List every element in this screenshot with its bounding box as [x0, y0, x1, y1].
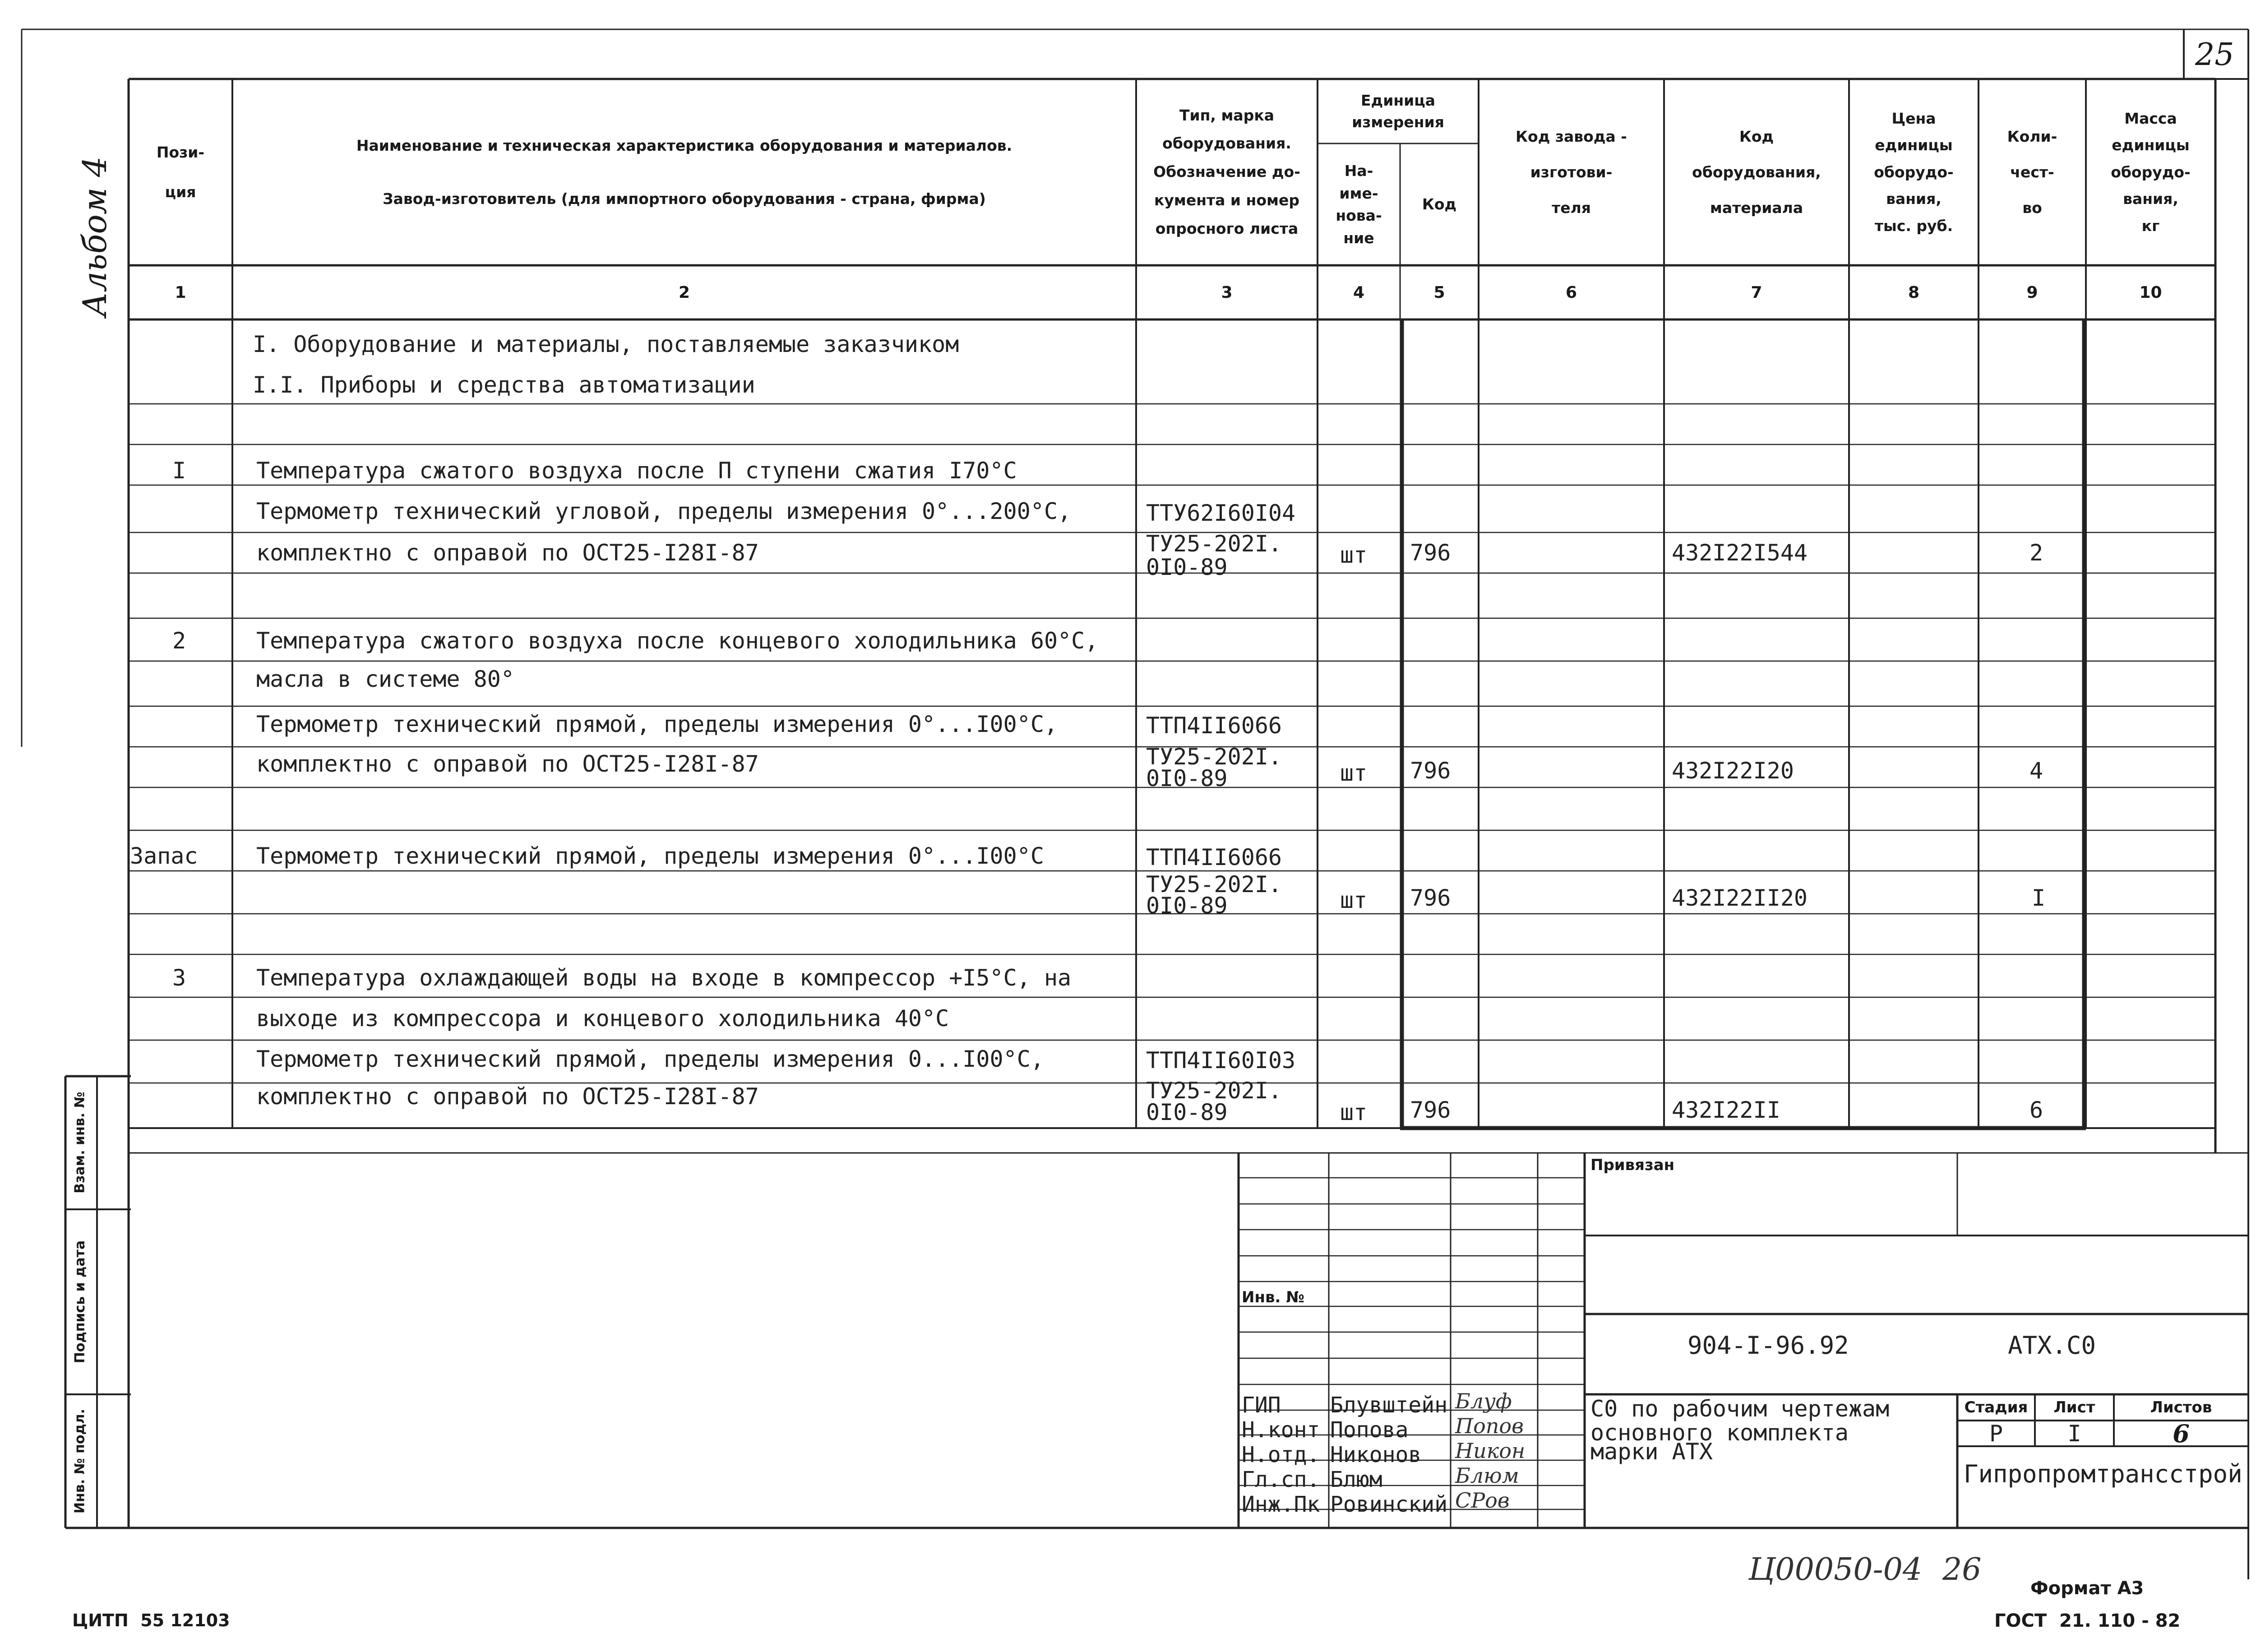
- table-row-code: 796: [1410, 885, 1451, 911]
- header-col6: Код завода - изготови- теля: [1516, 127, 1627, 217]
- table-row-unit: шт: [1340, 760, 1368, 786]
- table-row-type: ТУ25-202I.: [1146, 744, 1282, 770]
- table-row-name: Термометр технический угловой, пределы измерения 0°...200°C,: [256, 498, 1072, 524]
- signer-role: Н.конт: [1242, 1417, 1320, 1443]
- table-row-equip-code: 432I22I20: [1672, 758, 1794, 784]
- signer-signature: Блюм: [1455, 1463, 1519, 1488]
- table-row-qty: 6: [2029, 1097, 2043, 1123]
- table-row-unit: шт: [1340, 887, 1368, 913]
- table-row-type: ТТУ62I60I04: [1146, 500, 1296, 526]
- organization: Гипропромтрансстрой: [1964, 1460, 2242, 1488]
- list-value: I: [2067, 1420, 2081, 1447]
- col-number: 2: [678, 283, 690, 302]
- table-row-type-cont: 0I0-89: [1146, 765, 1228, 791]
- col-number: 5: [1433, 283, 1445, 302]
- header-col9: Коли- чест- во: [2007, 127, 2057, 217]
- col-number: 6: [1565, 283, 1577, 302]
- table-row-type-cont: 0I0-89: [1146, 554, 1228, 580]
- table-row-name: Термометр технический прямой, пределы измерения 0°...I00°C,: [256, 711, 1058, 737]
- handwritten-page-number: 26: [1942, 1552, 1982, 1587]
- table-row-name: Температура охлаждающей воды на входе в компрессор +I5°C, на: [256, 965, 1072, 991]
- table-row-type: ТУ25-202I.: [1146, 871, 1282, 898]
- format-label: Формат А3: [2030, 1578, 2144, 1599]
- listov-label: Листов: [2150, 1398, 2212, 1416]
- table-row-name: I. Оборудование и материалы, поставляемые заказчиком: [253, 331, 959, 357]
- table-row-code: 796: [1410, 758, 1451, 784]
- table-row-name: выходе из компрессора и концевого холодильника 40°C: [256, 1005, 949, 1032]
- gost-standard: ГОСТ 21. 110 - 82: [1994, 1610, 2181, 1631]
- signer-role: Инж.Пк: [1242, 1492, 1320, 1517]
- table-row-equip-code: 432I22I544: [1672, 540, 1808, 566]
- title-line-1: С0 по рабочим чертежам: [1590, 1396, 1890, 1422]
- header-col8: Цена единицы оборудо- вания, тыс. руб.: [1874, 110, 1954, 235]
- table-row-type: ТТП4II60I03: [1146, 1047, 1296, 1074]
- signer-signature: Никон: [1455, 1439, 1526, 1463]
- col-number: 1: [175, 283, 186, 302]
- table-row-name: комплектно с оправой по ОСТ25-I28I-87: [256, 751, 759, 777]
- inv-no-label: Инв. №: [1242, 1288, 1305, 1306]
- signer-name: Попова: [1330, 1417, 1409, 1443]
- signer-signature: Блуф: [1455, 1389, 1512, 1413]
- header-col5: Код: [1422, 195, 1457, 213]
- header-col3: Тип, марка оборудования. Обозначение до- кумента и номер опросного листа: [1153, 106, 1300, 237]
- handwritten-order-number: Ц00050-04: [1748, 1552, 1923, 1587]
- col-number: 7: [1751, 283, 1762, 302]
- table-row-type: ТТП4II6066: [1146, 713, 1282, 739]
- table-row-code: 796: [1410, 540, 1451, 566]
- table-row-type: ТУ25-202I.: [1146, 1078, 1282, 1104]
- designation: 904-I-96.92: [1687, 1331, 1849, 1360]
- table-row-name: комплектно с оправой по ОСТ25-I28I-87: [256, 1083, 759, 1110]
- header-col4: На- име- нова- ние: [1336, 162, 1382, 247]
- table-row-name: масла в системе 80°: [256, 666, 514, 692]
- side-stamp-inv-podl: Инв. № подл.: [72, 1408, 88, 1514]
- title-line-2: основного комплекта: [1590, 1420, 1849, 1446]
- signer-signature: Попов: [1455, 1414, 1524, 1438]
- table-row-code: 796: [1410, 1097, 1451, 1123]
- signer-name: Блюм: [1330, 1467, 1382, 1492]
- signer-name: Никонов: [1330, 1442, 1422, 1467]
- table-row-name: Термометр технический прямой, пределы измерения 0°...I00°C: [256, 843, 1044, 869]
- list-label: Лист: [2053, 1398, 2095, 1416]
- signer-signature: СРов: [1455, 1488, 1510, 1513]
- side-stamp-podpis-data: Подпись и дата: [72, 1240, 88, 1364]
- col-number: 8: [1908, 283, 1920, 302]
- col-number: 3: [1221, 283, 1233, 302]
- header-col1: Пози- ция: [156, 143, 205, 201]
- table-row-qty: I: [2032, 885, 2046, 911]
- table-row-type: ТУ25-202I.: [1146, 531, 1282, 557]
- album-label: Альбом 4: [76, 156, 114, 317]
- signer-role: ГИП: [1242, 1393, 1281, 1418]
- table-row-name: комплектно с оправой по ОСТ25-I28I-87: [256, 540, 759, 566]
- table-row-type-cont: 0I0-89: [1146, 1099, 1228, 1125]
- table-row-type-cont: 0I0-89: [1146, 893, 1228, 919]
- table-row-qty: 2: [2029, 540, 2043, 566]
- stadiya-label: Стадия: [1964, 1398, 2028, 1416]
- col-number: 10: [2139, 283, 2162, 302]
- signer-name: Ровинский: [1330, 1492, 1448, 1517]
- table-row-qty: 4: [2029, 758, 2043, 784]
- header-col2: Наименование и техническая характеристика оборудования и материалов. Завод-изготовитель (для импортного оборудования - страна, фирма): [356, 136, 1012, 208]
- table-row-equip-code: 432I22II: [1672, 1097, 1780, 1123]
- table-row-name: Термометр технический прямой, пределы измерения 0...I00°C,: [256, 1046, 1044, 1072]
- document-mark: АТХ.С0: [2008, 1331, 2096, 1360]
- signer-role: Н.отд.: [1242, 1442, 1320, 1467]
- page-number: 25: [2195, 37, 2234, 73]
- cadastre-code: ЦИТП 55 12103: [72, 1610, 230, 1630]
- table-row-position: 3: [172, 965, 186, 991]
- table-row-unit: шт: [1340, 542, 1368, 568]
- header-col7: Код оборудования, материала: [1692, 127, 1821, 217]
- title-line-3: марки АТХ: [1590, 1439, 1713, 1465]
- table-row-name: Температура сжатого воздуха после П ступени сжатия I70°C: [256, 458, 1017, 484]
- privyazan-label: Привязан: [1590, 1156, 1675, 1174]
- header-unit-group: Единица измерения: [1352, 91, 1444, 131]
- listov-value: 6: [2173, 1419, 2190, 1448]
- signer-role: Гл.сп.: [1242, 1467, 1320, 1492]
- stadiya-value: Р: [1989, 1420, 2003, 1447]
- table-row-unit: шт: [1340, 1099, 1368, 1125]
- col-number: 9: [2026, 283, 2038, 302]
- side-stamp-vzam-inv: Взам. инв. №: [72, 1092, 88, 1194]
- table-row-position: Запас: [130, 843, 198, 869]
- table-row-position: I: [172, 458, 186, 484]
- table-row-position: 2: [172, 628, 186, 654]
- signer-name: Блувштейн: [1330, 1393, 1448, 1418]
- header-col10: Масса единицы оборудо- вания, кг: [2111, 110, 2191, 235]
- table-row-equip-code: 432I22II20: [1672, 885, 1808, 911]
- col-number: 4: [1353, 283, 1365, 302]
- table-row-name: I.I. Приборы и средства автоматизации: [253, 372, 755, 398]
- table-row-type: ТТП4II6066: [1146, 844, 1282, 870]
- table-row-name: Температура сжатого воздуха после концевого холодильника 60°C,: [256, 628, 1099, 654]
